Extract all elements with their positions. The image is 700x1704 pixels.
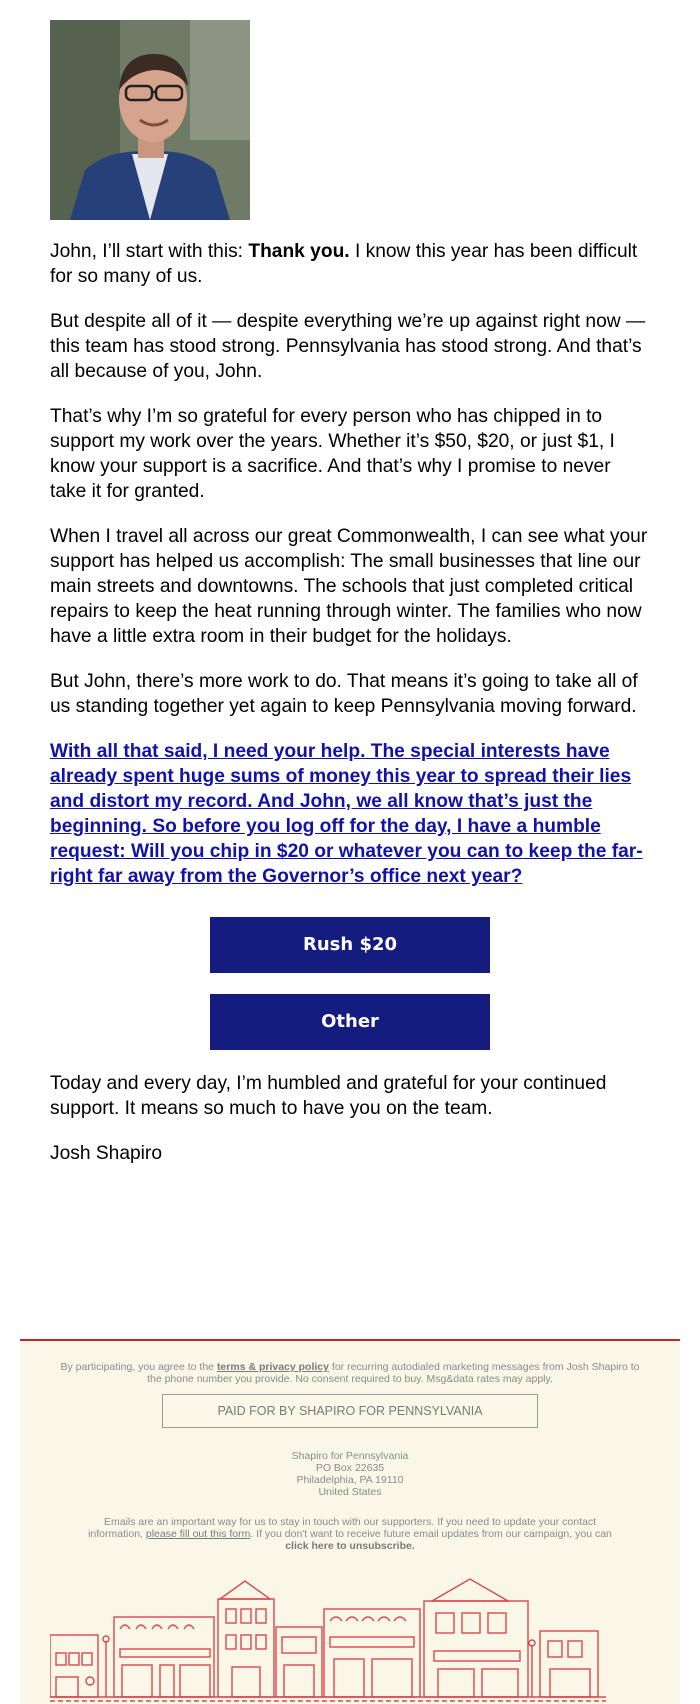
donation-ask bbox=[50, 739, 650, 889]
email-body bbox=[50, 20, 650, 1166]
paragraph-5: But John, there’s more work to do. That means it’s going to take all of us standing together yet again to keep Pennsylvania moving forward. bbox=[50, 671, 638, 717]
address-line: Shapiro for Pennsylvania bbox=[291, 1450, 409, 1462]
candidate-photo-illustration bbox=[50, 20, 250, 220]
terms-privacy-link[interactable]: terms & privacy policy bbox=[216, 1361, 329, 1373]
unsub-text-mid: . If you don't want to receive future email updates from our campaign, you can bbox=[250, 1528, 612, 1540]
footer bbox=[20, 1339, 680, 1704]
donate-buttons bbox=[50, 917, 650, 1050]
paragraph-1 bbox=[50, 239, 650, 289]
main-street-illustration bbox=[50, 1569, 650, 1704]
unsubscribe-notice bbox=[80, 1516, 620, 1552]
donation-ask-link[interactable]: With all that said, I need your help. The special interests have already spent huge sums of money this year to spread their lies and distort my record. And John, we all know that’s just the beginning. So before you log off for the day, I have a humble request: Will you chip in $20 or whatever you can to keep the far-right far away from the Governor’s office next year? bbox=[50, 741, 643, 887]
other-amount-button[interactable]: Other bbox=[210, 994, 490, 1050]
address-line: PO Box 22635 bbox=[315, 1462, 385, 1474]
paragraph-3: That’s why I’m so grateful for every person who has chipped in to support my work over the years. Whether it’s $50, $20, or just $1, I know your support is a sacrifice. And that’s why I promise to never take it for granted. bbox=[50, 406, 615, 502]
closing-paragraph: Today and every day, I’m humbled and grateful for your continued support. It means so much to have you on the team. bbox=[50, 1073, 607, 1119]
paid-for-box: PAID FOR BY SHAPIRO FOR PENNSYLVANIA bbox=[162, 1394, 538, 1428]
signature: Josh Shapiro bbox=[50, 1143, 162, 1164]
paragraph-1-text-end: I know this year has been difficult for so many of us. bbox=[50, 241, 638, 287]
address-line: United States bbox=[318, 1486, 382, 1498]
update-info-form-link[interactable]: please fill out this form bbox=[145, 1528, 251, 1540]
legal-text-end: for recurring autodialed marketing messages from Josh Shapiro to the phone number you provide. No consent required to buy. Msg&data rates may apply. bbox=[147, 1361, 640, 1385]
unsub-text: Emails are an important way for us to stay in touch with our supporters. If you need to update your contact information, bbox=[88, 1516, 596, 1540]
thank-you-bold: Thank you. bbox=[248, 241, 350, 262]
rush-20-button[interactable]: Rush $20 bbox=[210, 917, 490, 973]
legal-disclaimer bbox=[60, 1361, 640, 1385]
mailing-address bbox=[20, 1450, 680, 1498]
paragraph-1-text: John, I’ll start with this: bbox=[50, 241, 249, 262]
paragraph-4: When I travel all across our great Commonwealth, I can see what your support has helped us accomplish: The small businesses that line our main streets and downtowns. The schools that just completed critical repairs to keep the heat running through winter. The families who now have a little extra room in their budget for the holidays. bbox=[50, 526, 648, 647]
candidate-photo bbox=[50, 20, 250, 220]
unsubscribe-link[interactable]: click here to unsubscribe. bbox=[285, 1540, 415, 1552]
paragraph-2: But despite all of it — despite everything we’re up against right now — this team has stood strong. Pennsylvania has stood strong. And that’s all because of you, John. bbox=[50, 311, 646, 382]
legal-text: By participating, you agree to the bbox=[60, 1361, 217, 1373]
address-line: Philadelphia, PA 19110 bbox=[296, 1474, 404, 1486]
